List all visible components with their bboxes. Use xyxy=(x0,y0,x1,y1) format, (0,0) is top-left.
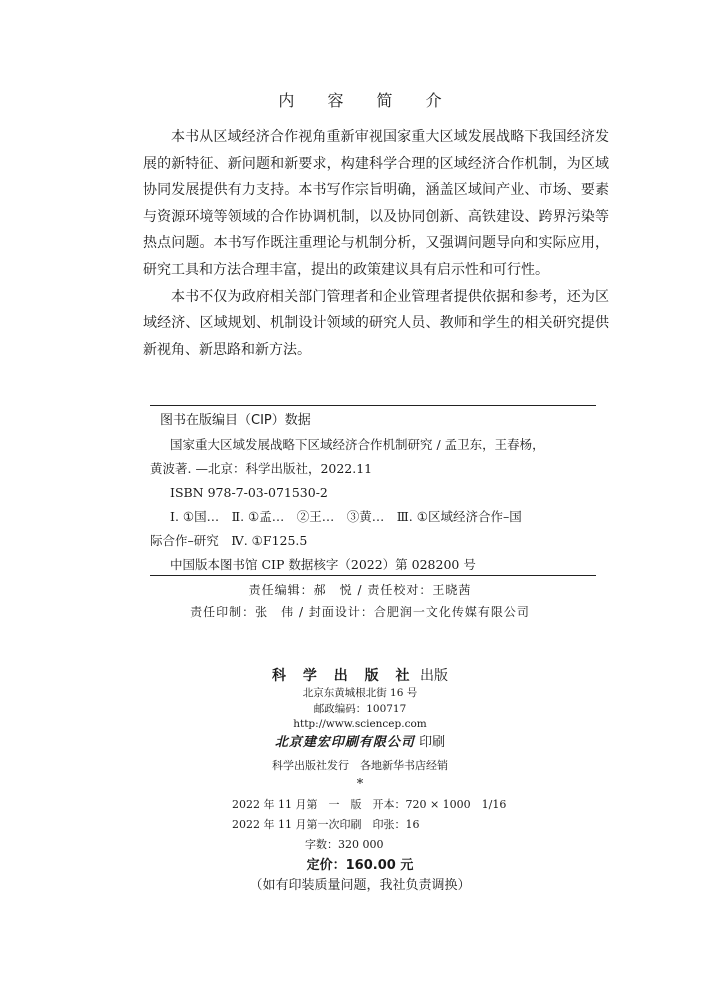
publisher-address: 北京东黄城根北街 16 号 xyxy=(302,687,418,699)
intro-section xyxy=(143,124,609,363)
edition-info xyxy=(232,795,532,855)
publisher-line xyxy=(0,666,720,686)
printer-line xyxy=(0,733,720,752)
publisher-postcode: 邮政编码：100717 xyxy=(313,702,407,715)
publisher-block xyxy=(0,666,720,793)
price: 定价：160.00 元 xyxy=(306,858,414,873)
cip-title-line: 黄波著. —北京：科学出版社，2022.11 xyxy=(150,461,373,476)
editor-line: 责任印制：张 伟 / 封面设计：合肥润一文化传媒有限公司 xyxy=(190,605,530,619)
intro-paragraph: 本书不仅为政府相关部门管理者和企业管理者提供依据和参考，还为区域经济、区域规划、机制设计领域的研究人员、教师和学生的相关研究提供新视角、新思路和新方法。 xyxy=(143,288,609,358)
cip-heading: 图书在版编目（CIP）数据 xyxy=(160,413,311,428)
cip-bottom-rule xyxy=(150,575,596,576)
editor-line: 责任编辑：郝 悦 / 责任校对：王晓茜 xyxy=(248,583,472,597)
quality-note: （如有印装质量问题，我社负责调换） xyxy=(249,878,471,893)
printing-line: 2022 年 11 月第一次印刷 印张：16 xyxy=(232,818,420,831)
cip-block xyxy=(150,408,596,577)
publisher-name: 科 学 出 版 社 xyxy=(272,668,416,684)
cip-title-line: 国家重大区域发展战略下区域经济合作机制研究 / 孟卫东，王春杨， xyxy=(170,437,545,452)
printer-suffix: 印刷 xyxy=(414,734,446,750)
publisher-url: http://www.sciencep.com xyxy=(293,718,427,730)
page-title: 内 容 简 介 xyxy=(278,91,456,110)
separator-star: * xyxy=(356,776,364,792)
cip-classification-line: Ⅰ. ①国… Ⅱ. ①孟… ②王… ③黄… Ⅲ. ①区域经济合作–国 xyxy=(170,509,522,524)
distribution-line: 科学出版社发行 各地新华书店经销 xyxy=(272,758,448,772)
edition-line: 2022 年 11 月第 一 版 开本：720 × 1000 1/16 xyxy=(232,798,507,811)
editor-credits xyxy=(0,579,720,623)
cip-isbn: ISBN 978-7-03-071530-2 xyxy=(170,485,328,500)
intro-paragraph: 本书从区域经济合作视角重新审视国家重大区域发展战略下我国经济发展的新特征、新问题和新要求，构建科学合理的区域经济合作机制，为区域协同发展提供有力支持。本书写作宗旨明确，涵盖区域间产业、市场、要素与资源环境等领域的合作协调机制，以及协同创新、高铁建设、跨界污染等热点问题。本书写作既注重理论与机制分析，又强调问题导向和实际应用，研究工具和方法合理丰富，提出的政策建议具有启示性和可行性。 xyxy=(143,129,609,278)
publisher-suffix: 出版 xyxy=(415,668,448,684)
cip-top-rule xyxy=(150,405,596,406)
cip-classification-line: 际合作–研究 Ⅳ. ①F125.5 xyxy=(150,533,308,548)
cip-catalog-number: 中国版本图书馆 CIP 数据核字（2022）第 028200 号 xyxy=(170,557,476,572)
printer-name: 北京建宏印刷有限公司 xyxy=(274,734,415,750)
word-count-line: 字数：320 000 xyxy=(305,838,384,851)
